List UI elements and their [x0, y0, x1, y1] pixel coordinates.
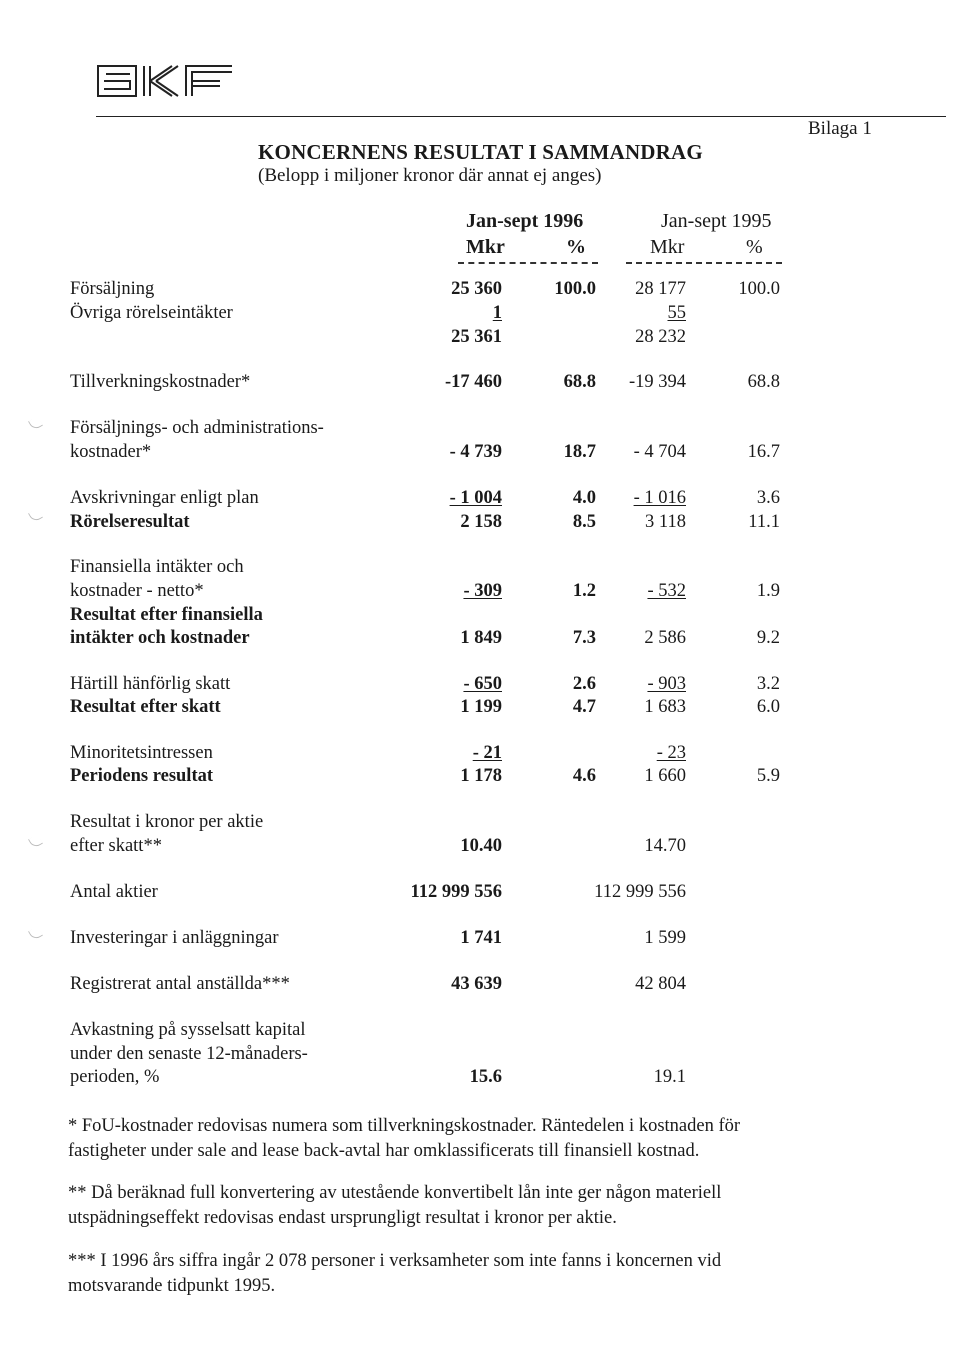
- row-label: Resultat efter finansiella: [70, 605, 263, 625]
- value-1996: 1 849: [460, 628, 502, 648]
- pct-1995: 68.8: [747, 372, 780, 392]
- footnote: *** I 1996 års siffra ingår 2 078 personer i verksamheter som inte fanns i koncernen vid motsvarande tidpunkt 1995.: [68, 1251, 722, 1296]
- value-1995: - 1 016: [633, 488, 686, 508]
- value-1995: 2 586: [644, 628, 686, 648]
- pct-1996: 2.6: [572, 674, 596, 694]
- value-1996: - 4 739: [449, 442, 502, 462]
- value-1996: - 650: [463, 674, 502, 694]
- page-subtitle: (Belopp i miljoner kronor där annat ej anges): [258, 165, 602, 186]
- pct-1996: 1.2: [572, 581, 596, 601]
- value-1995: 19.1: [653, 1067, 686, 1087]
- col-mkr-1996: Mkr: [466, 236, 505, 258]
- pct-1996: 4.0: [572, 488, 596, 508]
- row-label: Försäljning: [70, 279, 155, 299]
- value-1996: 1: [492, 303, 502, 323]
- value-1996: 43 639: [451, 974, 502, 994]
- col-pct-1996: %: [566, 236, 586, 258]
- scan-mark: [28, 834, 43, 849]
- value-1995: 28 177: [635, 279, 686, 299]
- value-1995: 42 804: [635, 974, 686, 994]
- row-label: Periodens resultat: [70, 766, 214, 786]
- row-label: Finansiella intäkter och: [70, 557, 244, 577]
- bilaga-label: Bilaga 1: [808, 118, 872, 139]
- row-label: Registrerat antal anställda***: [70, 974, 290, 994]
- row-label: Avskrivningar enligt plan: [70, 488, 259, 508]
- value-1996: 10.40: [460, 836, 502, 856]
- pct-1995: 3.2: [756, 674, 780, 694]
- value-1995: 3 118: [645, 512, 686, 532]
- col-header-1995: Jan-sept 1995: [661, 210, 772, 232]
- row-label: Resultat i kronor per aktie: [70, 812, 264, 832]
- value-1996: 2 158: [460, 512, 502, 532]
- footnote: * FoU-kostnader redovisas numera som tillverkningskostnader. Räntedelen i kostnaden för fastigheter under sale and lease back-avtal har omklassificerats till finansiell kostnad.: [68, 1116, 741, 1161]
- value-1996: 1 178: [460, 766, 502, 786]
- col-header-1996: Jan-sept 1996: [466, 210, 584, 232]
- skf-logo: [96, 60, 236, 102]
- value-1995: - 23: [656, 743, 686, 763]
- header-dash-1996: [458, 262, 598, 264]
- value-1995: 55: [667, 303, 686, 323]
- value-1995: - 532: [647, 581, 686, 601]
- pct-1996: 4.7: [572, 697, 596, 717]
- row-label: kostnader*: [70, 442, 152, 462]
- value-1995: 1 599: [644, 928, 686, 948]
- row-label: under den senaste 12-månaders-: [70, 1044, 308, 1064]
- row-label: Tillverkningskostnader*: [70, 372, 251, 392]
- value-1996: 1 199: [460, 697, 502, 717]
- row-label: perioden, %: [70, 1067, 160, 1087]
- pct-1996: 100.0: [554, 279, 596, 299]
- value-1996: 25 360: [451, 279, 502, 299]
- value-1995: - 903: [647, 674, 686, 694]
- value-1995: 1 660: [644, 766, 686, 786]
- scan-mark: [28, 416, 43, 431]
- pct-1996: 68.8: [563, 372, 596, 392]
- row-label: Övriga rörelseintäkter: [70, 303, 233, 323]
- page-title: KONCERNENS RESULTAT I SAMMANDRAG: [258, 140, 703, 164]
- value-1995: 14.70: [644, 836, 686, 856]
- value-1995: 112 999 556: [594, 882, 686, 902]
- value-1996: 1 741: [460, 928, 502, 948]
- value-1996: 112 999 556: [410, 882, 502, 902]
- row-label: Resultat efter skatt: [70, 697, 221, 717]
- row-label: intäkter och kostnader: [70, 628, 250, 648]
- row-label: Försäljnings- och administrations-: [70, 418, 324, 438]
- pct-1995: 1.9: [756, 581, 780, 601]
- pct-1996: 4.6: [572, 766, 596, 786]
- row-label: Avkastning på sysselsatt kapital: [70, 1020, 306, 1040]
- row-label: Investeringar i anläggningar: [70, 928, 279, 948]
- pct-1996: 7.3: [572, 628, 596, 648]
- value-1995: -19 394: [628, 372, 686, 392]
- value-1996: -17 460: [444, 372, 502, 392]
- value-1996: 25 361: [451, 327, 502, 347]
- col-pct-1995: %: [746, 236, 763, 258]
- pct-1996: 18.7: [563, 442, 596, 462]
- value-1996: - 21: [472, 743, 502, 763]
- pct-1995: 5.9: [756, 766, 780, 786]
- value-1995: 1 683: [644, 697, 686, 717]
- scan-mark: [28, 926, 43, 941]
- pct-1995: 3.6: [756, 488, 780, 508]
- row-label: kostnader - netto*: [70, 581, 204, 601]
- header-dash-1995: [626, 262, 782, 264]
- footnote: ** Då beräknad full konvertering av utestående konvertibelt lån inte ger någon materiell utspädningseffekt redovisas endast ursprungligt resultat i kronor per aktie.: [68, 1183, 722, 1228]
- pct-1996: 8.5: [572, 512, 596, 532]
- row-label: Härtill hänförlig skatt: [70, 674, 231, 694]
- pct-1995: 6.0: [756, 697, 780, 717]
- value-1996: 15.6: [469, 1067, 502, 1087]
- pct-1995: 16.7: [747, 442, 780, 462]
- row-label: Minoritetsintressen: [70, 743, 213, 763]
- pct-1995: 9.2: [756, 628, 780, 648]
- row-label: efter skatt**: [70, 836, 162, 856]
- value-1996: - 1 004: [449, 488, 502, 508]
- pct-1995: 100.0: [738, 279, 780, 299]
- value-1995: 28 232: [635, 327, 686, 347]
- row-label: Rörelseresultat: [70, 512, 190, 532]
- header-rule: [96, 116, 946, 117]
- pct-1995: 11.1: [748, 512, 780, 532]
- col-mkr-1995: Mkr: [650, 236, 685, 258]
- scan-mark: [28, 508, 43, 523]
- row-label: Antal aktier: [70, 882, 158, 902]
- value-1995: - 4 704: [633, 442, 686, 462]
- value-1996: - 309: [463, 581, 502, 601]
